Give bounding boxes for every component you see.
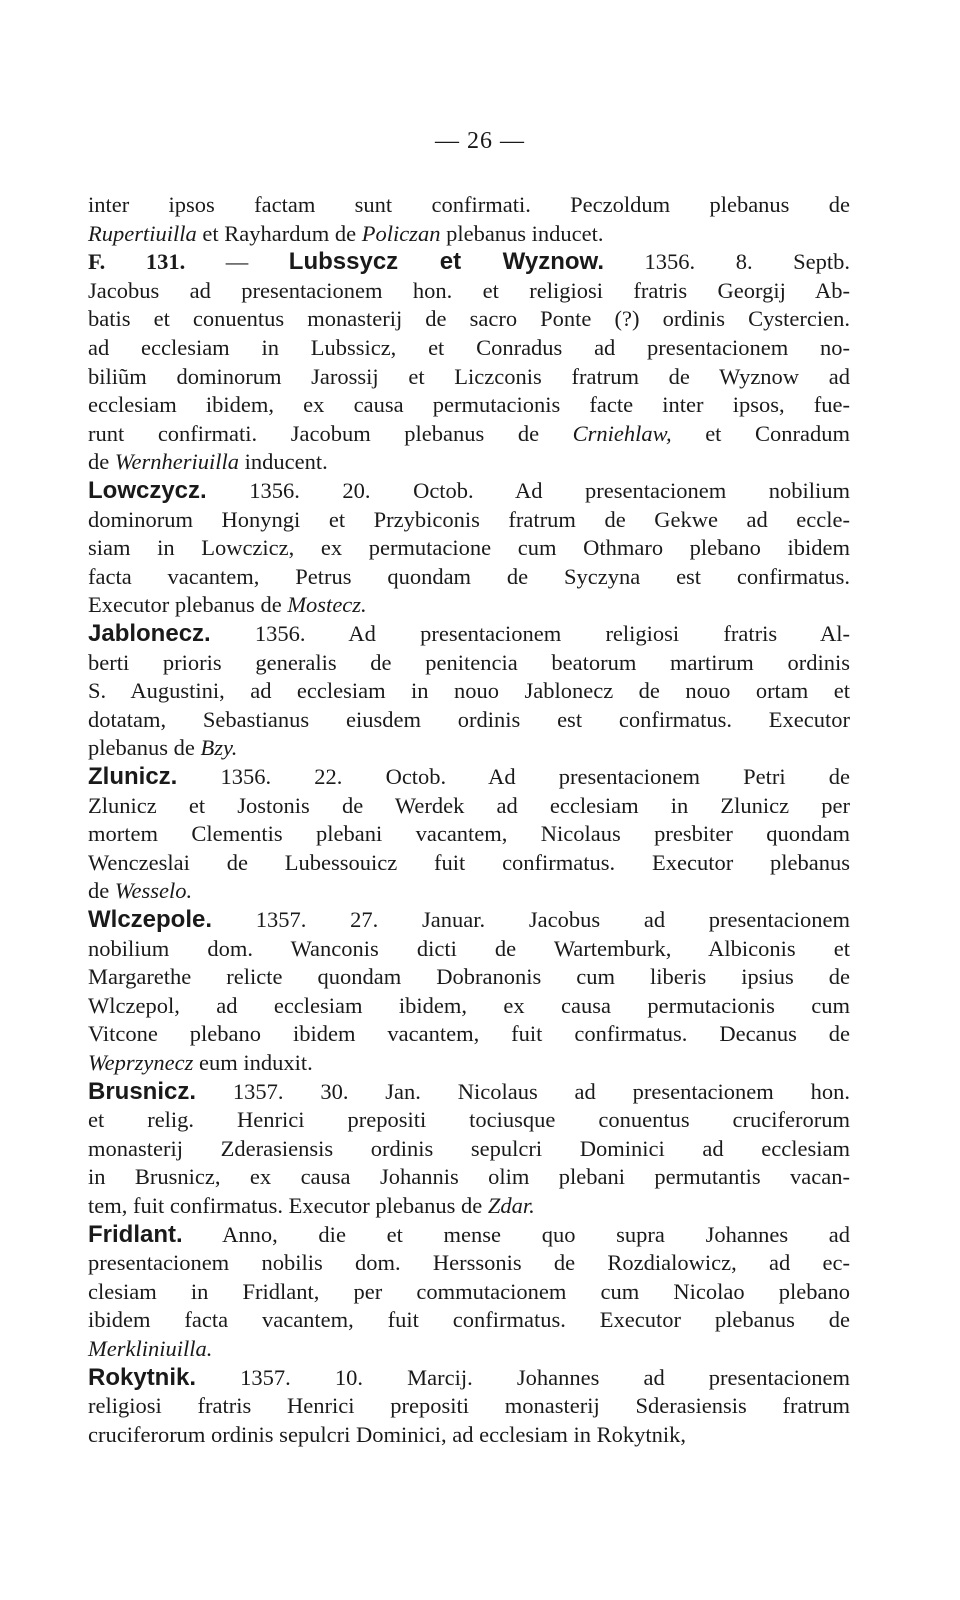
text-line [88, 905, 850, 935]
text-span: nobilium dom. Wanconis dicti de Wartemburk, Albiconis et [88, 935, 850, 961]
text-line [88, 791, 850, 821]
text-span: runt confirmati. Jacobum plebanus de [88, 420, 573, 446]
text-line [88, 648, 850, 678]
text-span: Wlczepol, ad ecclesiam ibidem, ex causa permutacionis cum [88, 992, 850, 1018]
text-span: Zlunicz et Jostonis de Werdek ad ecclesiam in Zlunicz per [88, 792, 850, 818]
text-line [88, 219, 850, 249]
text-line [88, 619, 850, 649]
text-span: de [88, 449, 115, 475]
italic-place-name: Zdar. [487, 1193, 535, 1218]
text-span: ad ecclesiam in Lubssicz, et Conradus ad presentacionem no- [88, 335, 850, 360]
text-line [88, 562, 850, 592]
text-span: dominorum Honyngi et Przybiconis fratrum de Gekwe ad eccle- [88, 506, 850, 532]
text-span: facta vacantem, Petrus quondam de Syczyna est confirmatus. [88, 563, 850, 589]
text-line [88, 1420, 850, 1450]
text-line [88, 876, 850, 906]
text-span: et Conradum [671, 420, 850, 446]
entry-heading: Brusnicz. [88, 1077, 197, 1105]
text-line [88, 190, 850, 220]
text-line [88, 1162, 850, 1192]
text-line [88, 733, 850, 763]
text-line [88, 676, 850, 706]
entry-heading: Lowczycz. [88, 477, 207, 504]
text-line [88, 991, 850, 1021]
text-line [88, 1305, 850, 1335]
text-span: — [185, 249, 289, 275]
text-line [88, 1391, 850, 1421]
text-span: 1356. 8. Septb. [604, 249, 850, 275]
text-span: batis et conuentus monasterij de sacro Ponte (?) ordinis Cystercien. [88, 306, 850, 332]
text-span: 1356. 20. Octob. Ad presentacionem nobilium [206, 478, 850, 503]
text-span: tem, fuit confirmatus. Executor plebanus de [88, 1193, 488, 1218]
text-span: monasterij Zderasiensis ordinis sepulcri Dominici ad ecclesiam [88, 1135, 850, 1161]
text-span: 1356. 22. Octob. Ad presentacionem Petri de [177, 764, 850, 789]
text-span: ecclesiam ibidem, ex causa permutacionis facte inter ipsos, fue- [88, 392, 850, 418]
entry-heading: Zlunicz. [88, 763, 178, 790]
italic-place-name: Policzan [361, 220, 441, 246]
text-line [88, 419, 850, 449]
text-line [88, 705, 850, 735]
text-line [88, 934, 850, 964]
italic-place-name: Rupertiuilla [88, 220, 197, 246]
text-line [88, 590, 850, 620]
text-span: et Rayhardum de [196, 220, 362, 246]
text-span: eum induxit. [193, 1050, 313, 1075]
text-span: cruciferorum ordinis sepulcri Dominici, ad ecclesiam in Rokytnik, [88, 1421, 686, 1447]
text-span: Margarethe relicte quondam Dobranonis cum liberis ipsius de [88, 964, 850, 990]
text-line [88, 362, 850, 392]
text-line [88, 1048, 850, 1078]
entry-heading: Rokytnik. [88, 1363, 197, 1391]
text-span: 1357. 27. Januar. Jacobus ad presentacionem [212, 907, 850, 932]
italic-place-name: Weprzynecz [88, 1050, 194, 1075]
text-line [88, 762, 850, 792]
text-span: inducent. [239, 449, 328, 475]
text-line [88, 962, 850, 992]
text-line [88, 819, 850, 849]
text-span: religiosi fratris Henrici prepositi monasterij Sderasiensis fratrum [88, 1393, 850, 1419]
text-line [88, 1105, 850, 1135]
entry-heading: Jablonecz. [88, 620, 211, 647]
text-line [88, 1134, 850, 1164]
text-line [88, 1277, 850, 1307]
text-span: ibidem facta vacantem, fuit confirmatus. Executor plebanus de [88, 1307, 850, 1333]
entry-heading: Lubssycz et Wyznow. [288, 248, 604, 276]
italic-place-name: Merkliniuilla. [88, 1336, 213, 1361]
text-span: inter ipsos factam sunt confirmati. Peczoldum plebanus de [88, 192, 850, 217]
text-line [88, 848, 850, 878]
text-span: biliũm dominorum Jarossij et Liczconis fratrum de Wyznow ad [88, 363, 850, 389]
text-span: et relig. Henrici prepositi tociusque conuentus cruciferorum [88, 1107, 850, 1133]
text-span: plebanus de [88, 735, 201, 761]
text-span: Wenczeslai de Lubessouicz fuit confirmatus. Executor plebanus [88, 849, 850, 875]
text-span: S. Augustini, ad ecclesiam in nouo Jablonecz de nouo ortam et [88, 678, 850, 704]
text-span: Vitcone plebano ibidem vacantem, fuit confirmatus. Decanus de [88, 1021, 850, 1047]
text-line [88, 533, 850, 563]
text-line [88, 1248, 850, 1278]
text-span: siam in Lowczicz, ex permutacione cum Othmaro plebano ibidem [88, 535, 850, 561]
text-span: berti prioris generalis de penitencia beatorum martirum ordinis [88, 649, 850, 675]
italic-place-name: Wernheriuilla [114, 449, 240, 475]
italic-place-name: Wesselo. [114, 878, 193, 904]
text-span: 1357. 10. Marcij. Johannes ad presentacionem [196, 1364, 850, 1390]
text-span: presentacionem nobilis dom. Herssonis de Rozdialowicz, ad ec- [88, 1250, 850, 1276]
text-span: de [88, 878, 115, 904]
text-line [88, 476, 850, 506]
entry-number: F. 131. [88, 249, 186, 275]
text-line [88, 1077, 850, 1107]
text-line [88, 1334, 850, 1364]
text-line [88, 390, 850, 420]
italic-place-name: Crniehlaw, [572, 420, 672, 446]
text-line [88, 304, 850, 334]
text-span: Anno, die et mense quo supra Johannes ad [182, 1221, 850, 1247]
text-line [88, 505, 850, 535]
text-span: clesiam in Fridlant, per commutacionem cum Nicolao plebano [88, 1278, 850, 1304]
text-span: plebanus inducet. [440, 220, 604, 246]
text-span: in Brusnicz, ex causa Johannis olim plebani permutantis vacan- [88, 1164, 850, 1190]
text-line [88, 333, 850, 363]
text-line [88, 276, 850, 306]
page-number: — 26 — [435, 128, 525, 154]
text-line [88, 447, 850, 477]
text-span: Jacobus ad presentacionem hon. et religiosi fratris Georgij Ab- [88, 277, 850, 303]
text-span: 1357. 30. Jan. Nicolaus ad presentacionem hon. [196, 1078, 850, 1104]
text-line [88, 1191, 850, 1221]
text-line [88, 1019, 850, 1049]
entry-heading: Wlczepole. [88, 906, 213, 933]
italic-place-name: Bzy. [200, 735, 238, 761]
entry-heading: Fridlant. [88, 1220, 183, 1248]
text-line [88, 247, 850, 277]
text-span: mortem Clementis plebani vacantem, Nicolaus presbiter quondam [88, 821, 850, 847]
text-span: Executor plebanus de [88, 592, 288, 618]
text-line [88, 1363, 850, 1393]
text-span: 1356. Ad presentacionem religiosi fratris Al- [210, 621, 850, 646]
text-span: dotatam, Sebastianus eiusdem ordinis est confirmatus. Executor [88, 706, 850, 732]
italic-place-name: Mostecz. [287, 592, 367, 618]
text-line [88, 1220, 850, 1250]
